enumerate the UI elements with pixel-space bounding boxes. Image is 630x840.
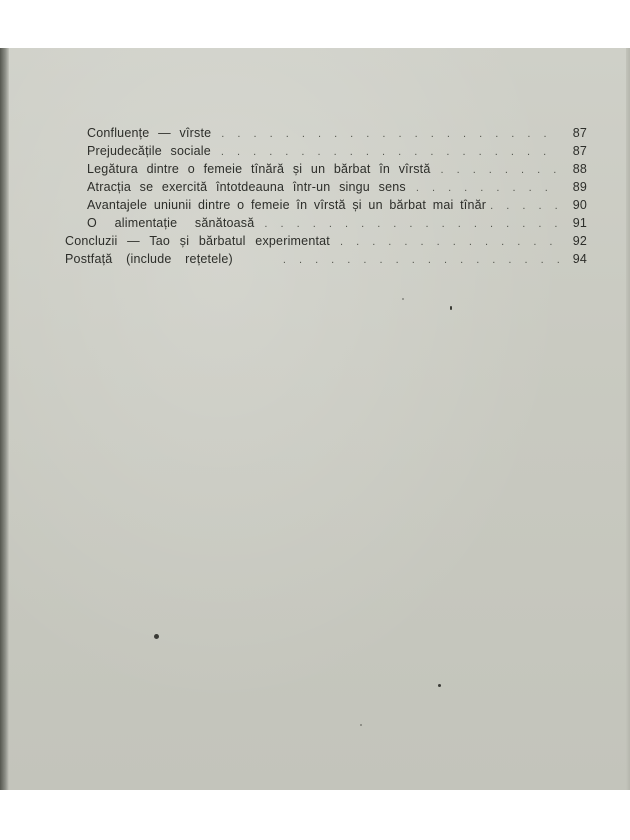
- toc-entry: [87, 216, 587, 234]
- toc-entry-title: Concluzii — Tao și bărbatul experimentat: [65, 234, 330, 248]
- toc-entry-title: Atracția se exercită întotdeauna într-un singu sens: [87, 180, 406, 194]
- paper-speck: [402, 298, 404, 300]
- toc-entry: [87, 198, 587, 216]
- toc-entry: [87, 180, 587, 198]
- toc-entry-title: Postfață (include rețetele): [65, 252, 233, 266]
- toc-entry-title: O alimentație sănătoasă: [87, 216, 255, 230]
- toc-entry-page: 90: [572, 198, 587, 212]
- toc-leader-dots: [490, 200, 561, 212]
- toc-leader-dots: [221, 146, 559, 158]
- toc-entry-page: 91: [572, 216, 587, 230]
- toc-entry-title: Confluențe — vîrste: [87, 126, 212, 140]
- toc-entry: [87, 162, 587, 180]
- toc-entry-page: 87: [572, 144, 587, 158]
- paper-speck: [360, 724, 362, 726]
- toc-leader-dots: [440, 164, 559, 176]
- book-spine-shadow: [0, 48, 9, 790]
- toc-leader-dots: [264, 218, 559, 230]
- toc-entry-page: 94: [572, 252, 587, 266]
- toc-leader-dots: [416, 182, 559, 194]
- toc-entry-title: Avantajele uniunii dintre o femeie în vîrstă și un bărbat mai tînăr: [87, 198, 487, 212]
- toc-entry-page: 87: [572, 126, 587, 140]
- toc-leader-dots: [221, 128, 559, 140]
- paper-speck: [154, 634, 159, 639]
- toc-entry: [87, 126, 587, 144]
- paper-speck: [450, 306, 452, 310]
- toc-entry-page: 89: [572, 180, 587, 194]
- toc-entry: [65, 252, 587, 270]
- toc-entry-title: Prejudecățile sociale: [87, 144, 211, 158]
- toc-entry-title: Legătura dintre o femeie tînără și un bărbat în vîrstă: [87, 162, 431, 176]
- toc-entry-page: 88: [572, 162, 587, 176]
- toc-leader-dots: [340, 236, 559, 248]
- toc-entry-page: 92: [572, 234, 587, 248]
- page-right-edge: [626, 48, 630, 790]
- book-page-photo: [0, 48, 630, 790]
- toc-leader-dots: [283, 254, 559, 266]
- toc-entry: [87, 144, 587, 162]
- toc-entry: [65, 234, 587, 252]
- paper-speck: [438, 684, 441, 687]
